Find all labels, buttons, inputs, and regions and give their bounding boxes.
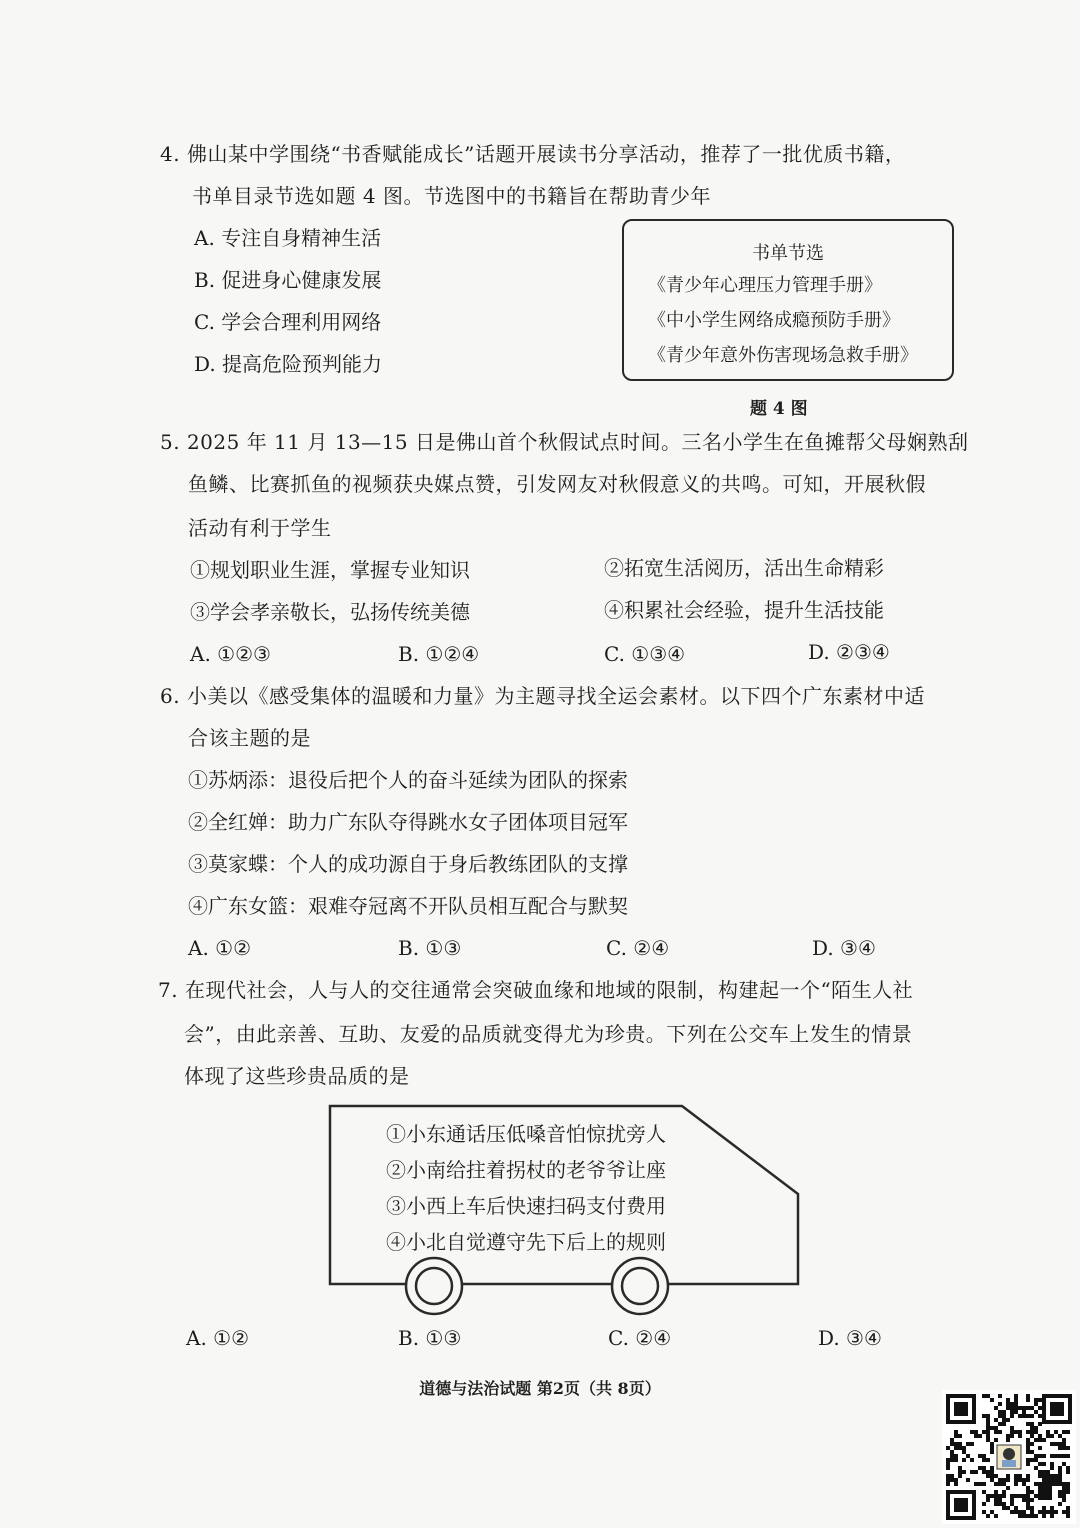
q5-choice-c: C. ①③④ [604,642,686,666]
q6-choice-d: D. ③④ [812,936,876,960]
q4-option-d: D. 提高危险预判能力 [194,352,383,376]
q4-option-b: B. 促进身心健康发展 [194,268,382,292]
figure-caption: 题 4 图 [750,399,808,419]
booklist-item: 《中小学生网络成瘾预防手册》 [648,310,900,331]
q5-item-4: ④积累社会经验，提升生活技能 [604,598,884,622]
q5-stem-line1: 5. 2025 年 11 月 13—15 日是佛山首个秋假试点时间。三名小学生在鱼摊帮父母娴熟刮 [160,430,969,454]
q5-item-1: ①规划职业生涯，掌握专业知识 [190,558,470,582]
q5-choice-b: B. ①②④ [398,642,480,666]
bus-item-2: ②小南给拄着拐杖的老爷爷让座 [386,1158,666,1182]
q7-stem-line3: 体现了这些珍贵品质的是 [184,1064,410,1088]
q7-choice-b: B. ①③ [398,1326,462,1350]
booklist-title: 书单节选 [752,243,824,264]
q6-stem-line2: 合该主题的是 [188,726,311,750]
q6-item-3: ③莫家蝶：个人的成功源自于身后教练团队的支撑 [188,852,628,876]
q7-choice-a: A. ①② [186,1326,250,1350]
booklist-box [622,219,954,381]
booklist-item: 《青少年意外伤害现场急救手册》 [648,345,918,366]
q7-choice-c: C. ②④ [608,1326,672,1350]
q6-choice-c: C. ②④ [606,936,670,960]
q5-stem-line3: 活动有利于学生 [188,516,332,540]
q5-choice-a: A. ①②③ [190,642,271,666]
q4-stem-line1: 4. 佛山某中学围绕“书香赋能成长”话题开展读书分享活动，推荐了一批优质书籍， [160,142,906,166]
q6-item-1: ①苏炳添：退役后把个人的奋斗延续为团队的探索 [188,768,628,792]
bus-item-4: ④小北自觉遵守先下后上的规则 [386,1230,666,1254]
q7-choice-d: D. ③④ [818,1326,882,1350]
q5-item-3: ③学会孝亲敬长，弘扬传统美德 [190,600,470,624]
q6-item-4: ④广东女篮：艰难夺冠离不开队员相互配合与默契 [188,894,628,918]
q5-item-2: ②拓宽生活阅历，活出生命精彩 [604,556,884,580]
qr-code-icon [942,1390,1076,1524]
page-footer: 道德与法治试题 第2页（共 8页） [419,1379,661,1398]
q5-stem-line2: 鱼鳞、比赛抓鱼的视频获央媒点赞，引发网友对秋假意义的共鸣。可知，开展秋假 [188,472,926,496]
bus-item-1: ①小东通话压低嗓音怕惊扰旁人 [386,1122,666,1146]
q6-choice-a: A. ①② [188,936,252,960]
q7-stem-line2: 会”，由此亲善、互助、友爱的品质就变得尤为珍贵。下列在公交车上发生的情景 [184,1022,913,1046]
booklist-item: 《青少年心理压力管理手册》 [648,275,882,296]
q5-choice-d: D. ②③④ [808,640,890,664]
q6-item-2: ②全红婵：助力广东队夺得跳水女子团体项目冠军 [188,810,628,834]
q6-choice-b: B. ①③ [398,936,462,960]
q4-option-c: C. 学会合理利用网络 [194,310,382,334]
bus-item-3: ③小西上车后快速扫码支付费用 [386,1194,666,1218]
q4-option-a: A. 专注自身精神生活 [194,226,382,250]
q6-stem-line1: 6. 小美以《感受集体的温暖和力量》为主题寻找全运会素材。以下四个广东素材中适 [160,684,925,708]
q7-stem-line1: 7. 在现代社会，人与人的交往通常会突破血缘和地域的限制，构建起一个“陌生人社 [158,978,914,1002]
q4-stem-line2: 书单目录节选如题 4 图。节选图中的书籍旨在帮助青少年 [192,184,711,208]
